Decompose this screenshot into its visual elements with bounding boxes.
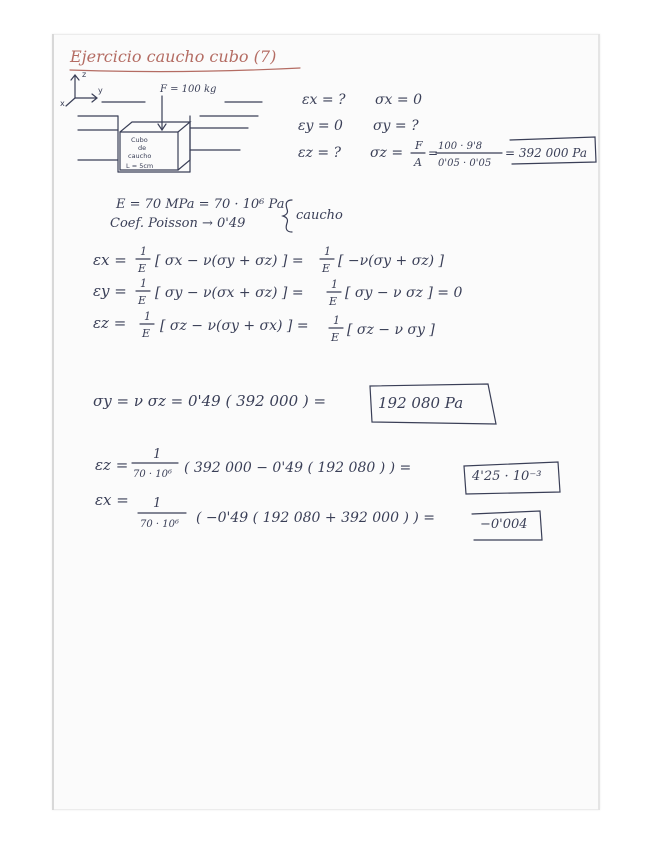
- cond-sz-prefix: σz =: [370, 145, 404, 161]
- axes-diagram: [60, 70, 103, 108]
- eps-z-calculation: [95, 447, 560, 494]
- eps-z-body: ( 392 000 − 0'49 ( 192 080 ) ) =: [184, 460, 412, 476]
- eq2-frac-den: E: [138, 294, 147, 307]
- eps-z-num: 1: [153, 447, 162, 462]
- poisson-coefficient: Coef. Poisson → 0'49: [110, 216, 246, 231]
- eps-z-result: 4'25 · 10⁻³: [472, 469, 542, 484]
- eps-x-result: −0'004: [480, 517, 528, 532]
- title-underline: [70, 68, 300, 72]
- cube-side: [178, 122, 190, 170]
- hooke-equations: [93, 245, 462, 344]
- eq3-frac2-den: E: [331, 331, 340, 344]
- eps-x-calculation: [95, 491, 542, 540]
- sz-num-den: 0'05 · 0'05: [438, 158, 492, 169]
- eps-z-den: 70 · 10⁶: [133, 469, 172, 480]
- axis-x-label: x: [60, 99, 65, 108]
- material-brace-label: caucho: [296, 208, 343, 223]
- eq2-body: [ σy − ν(σx + σz) ] =: [155, 285, 304, 301]
- axis-z-label: z: [82, 70, 87, 79]
- eq1-frac-den: E: [138, 262, 147, 275]
- cond-sx: σx = 0: [375, 92, 422, 108]
- cube-text-line3: caucho: [128, 152, 152, 160]
- eq1-lhs: εx =: [93, 251, 127, 269]
- sigma-y-expr: σy = ν σz = 0'49 ( 392 000 ) =: [93, 392, 327, 410]
- cond-ey: εy = 0: [298, 118, 343, 134]
- axis-y-label: y: [98, 86, 103, 95]
- cond-sy: σy = ?: [373, 118, 419, 134]
- eps-x-num: 1: [153, 496, 162, 511]
- eq1-frac-num: 1: [140, 245, 147, 258]
- sz-result: = 392 000 Pa: [505, 146, 587, 160]
- sz-frac-a: A: [414, 156, 422, 169]
- eq2-frac-num: 1: [140, 277, 147, 290]
- sz-frac-f: F: [415, 139, 423, 152]
- eq2-rhs: [ σy − ν σz ] = 0: [345, 285, 463, 301]
- material-constants: [110, 197, 343, 232]
- cube-text-line2: de: [138, 144, 147, 152]
- x-axis: [66, 98, 75, 106]
- force-label: F = 100 kg: [160, 84, 217, 95]
- exercise-title: Ejercicio caucho cubo (7): [70, 47, 277, 66]
- eq1-frac2-den: E: [322, 262, 331, 275]
- sz-num-num: 100 · 9'8: [438, 141, 483, 152]
- eq1-rhs: [ −ν(σy + σz) ]: [338, 253, 445, 269]
- eq3-body: [ σz − ν(σy + σx) ] =: [160, 318, 309, 334]
- eps-z-lhs: εz =: [95, 456, 129, 474]
- eps-x-body: ( −0'49 ( 192 080 + 392 000 ) ) =: [196, 510, 435, 526]
- cube-text-line1: Cubo: [131, 136, 148, 144]
- eq3-frac2-num: 1: [333, 314, 340, 327]
- eq3-lhs: εz =: [93, 314, 127, 332]
- channel-bottom: [78, 150, 240, 160]
- eps-x-lhs: εx =: [95, 491, 129, 509]
- cond-ez: εz = ?: [298, 145, 342, 161]
- eq1-frac2-num: 1: [324, 245, 331, 258]
- sz-equals: =: [428, 146, 439, 160]
- eq3-rhs: [ σz − ν σy ]: [347, 322, 435, 338]
- given-conditions: [298, 92, 596, 169]
- cube-side-label: L = 5cm: [126, 162, 154, 170]
- cube-top: [120, 122, 190, 132]
- eq2-frac2-num: 1: [331, 278, 338, 291]
- sigma-y-result: 192 080 Pa: [378, 394, 464, 412]
- young-modulus: E = 70 MPa = 70 · 10⁶ Pa: [116, 197, 285, 212]
- cond-ex: εx = ?: [302, 92, 346, 108]
- eq2-frac2-den: E: [329, 295, 338, 308]
- sigma-y-calculation: [93, 384, 496, 424]
- eq3-frac-num: 1: [144, 310, 151, 323]
- eq1-body: [ σx − ν(σy + σz) ] =: [155, 253, 304, 269]
- eps-x-den: 70 · 10⁶: [140, 519, 179, 530]
- eq3-frac-den: E: [142, 327, 151, 340]
- block-diagram: [78, 84, 262, 172]
- eq2-lhs: εy =: [93, 282, 127, 300]
